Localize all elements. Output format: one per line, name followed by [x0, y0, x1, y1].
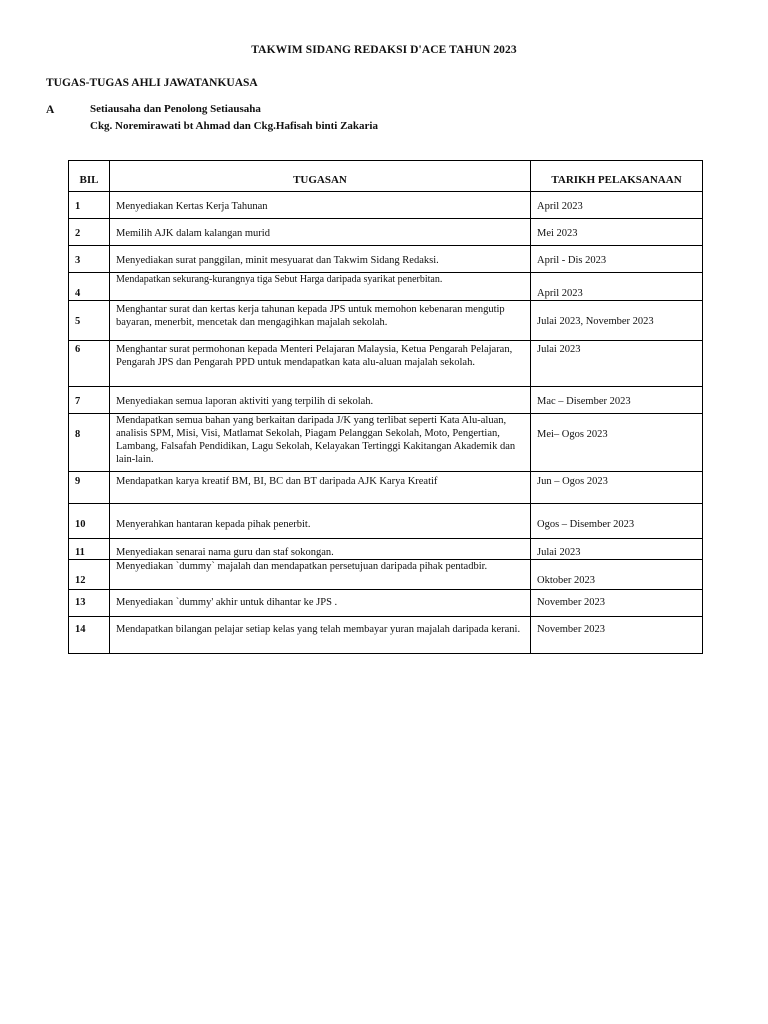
- row-number: 11: [69, 539, 110, 560]
- table-row: [69, 273, 703, 301]
- table-row: [69, 301, 703, 341]
- document-title: TAKWIM SIDANG REDAKSI D'ACE TAHUN 2023: [251, 44, 517, 56]
- row-date: Mei 2023: [531, 219, 703, 246]
- section-letter: A: [46, 104, 55, 116]
- row-task: Menghantar surat dan kertas kerja tahunan kepada JPS untuk memohon kebenaran mengutip bayaran, menerbit, mencetak dan mengagihkan majalah sekolah.: [110, 301, 531, 341]
- row-task: Menyediakan `dummy' akhir untuk dihantar ke JPS .: [110, 590, 531, 617]
- row-number: 2: [69, 219, 110, 246]
- row-task: Menyediakan semua laporan aktiviti yang terpilih di sekolah.: [110, 387, 531, 414]
- row-task: Menyediakan surat panggilan, minit mesyuarat dan Takwim Sidang Redaksi.: [110, 246, 531, 273]
- row-task: Menyediakan Kertas Kerja Tahunan: [110, 192, 531, 219]
- table-row: [69, 504, 703, 539]
- table-row: [69, 192, 703, 219]
- table-row: [69, 560, 703, 590]
- row-date: November 2023: [531, 617, 703, 654]
- row-date: April 2023: [531, 192, 703, 219]
- row-task: Mendapatkan semua bahan yang berkaitan daripada J/K yang terlibat seperti Kata Alu-aluan, analisis SPM, Misi, Visi, Matlamat Sekolah, Piagam Pelanggan Sekolah, Moto, Pengertian, Lambang, Falsafah Pendidikan, Lagu Sekolah, Kelayakan Tertinggi Kakitangan Akademik dan lain-lain.: [110, 414, 531, 472]
- header-bil: BIL: [69, 161, 110, 192]
- table-row: [69, 472, 703, 504]
- row-date: Mac – Disember 2023: [531, 387, 703, 414]
- table-row: [69, 387, 703, 414]
- task-table: [68, 160, 703, 654]
- row-date: November 2023: [531, 590, 703, 617]
- row-number: 3: [69, 246, 110, 273]
- row-date: Mei– Ogos 2023: [531, 414, 703, 472]
- row-number: 13: [69, 590, 110, 617]
- table-row: [69, 219, 703, 246]
- row-task: Menyediakan senarai nama guru dan staf sokongan.: [110, 539, 531, 560]
- row-task: Menyerahkan hantaran kepada pihak penerbit.: [110, 504, 531, 539]
- row-date: Julai 2023: [531, 341, 703, 387]
- table-row: [69, 617, 703, 654]
- row-number: 9: [69, 472, 110, 504]
- row-number: 14: [69, 617, 110, 654]
- row-task: Mendapatkan sekurang-kurangnya tiga Sebut Harga daripada syarikat penerbitan.: [110, 273, 531, 301]
- table-row: [69, 414, 703, 472]
- table-row: [69, 341, 703, 387]
- row-date: Jun – Ogos 2023: [531, 472, 703, 504]
- header-tarikh: TARIKH PELAKSANAAN: [531, 161, 703, 192]
- table-row: [69, 590, 703, 617]
- row-date: April 2023: [531, 273, 703, 301]
- table-row: [69, 246, 703, 273]
- row-number: 4: [69, 273, 110, 301]
- row-task: Menyediakan `dummy` majalah dan mendapatkan persetujuan daripada pihak pentadbir.: [110, 560, 531, 590]
- row-date: April - Dis 2023: [531, 246, 703, 273]
- row-number: 1: [69, 192, 110, 219]
- committee-subheading: TUGAS-TUGAS AHLI JAWATANKUASA: [46, 77, 258, 89]
- table-row: [69, 539, 703, 560]
- row-task: Mendapatkan karya kreatif BM, BI, BC dan BT daripada AJK Karya Kreatif: [110, 472, 531, 504]
- header-tugasan: TUGASAN: [110, 161, 531, 192]
- section-role: Setiausaha dan Penolong Setiausaha: [90, 103, 261, 115]
- row-task: Memilih AJK dalam kalangan murid: [110, 219, 531, 246]
- row-task: Mendapatkan bilangan pelajar setiap kelas yang telah membayar yuran majalah daripada kerani.: [110, 617, 531, 654]
- row-number: 12: [69, 560, 110, 590]
- row-number: 8: [69, 414, 110, 472]
- row-task: Menghantar surat permohonan kepada Menteri Pelajaran Malaysia, Ketua Pengarah Pelajaran, Pengarah JPS dan Pengarah PPD untuk mendapatkan kata alu-aluan majalah sekolah.: [110, 341, 531, 387]
- row-number: 5: [69, 301, 110, 341]
- table-header-row: [69, 161, 703, 192]
- row-date: Oktober 2023: [531, 560, 703, 590]
- row-date: Julai 2023, November 2023: [531, 301, 703, 341]
- section-names: Ckg. Noremirawati bt Ahmad dan Ckg.Hafisah binti Zakaria: [90, 120, 378, 132]
- row-number: 10: [69, 504, 110, 539]
- row-date: Julai 2023: [531, 539, 703, 560]
- row-number: 7: [69, 387, 110, 414]
- row-number: 6: [69, 341, 110, 387]
- row-date: Ogos – Disember 2023: [531, 504, 703, 539]
